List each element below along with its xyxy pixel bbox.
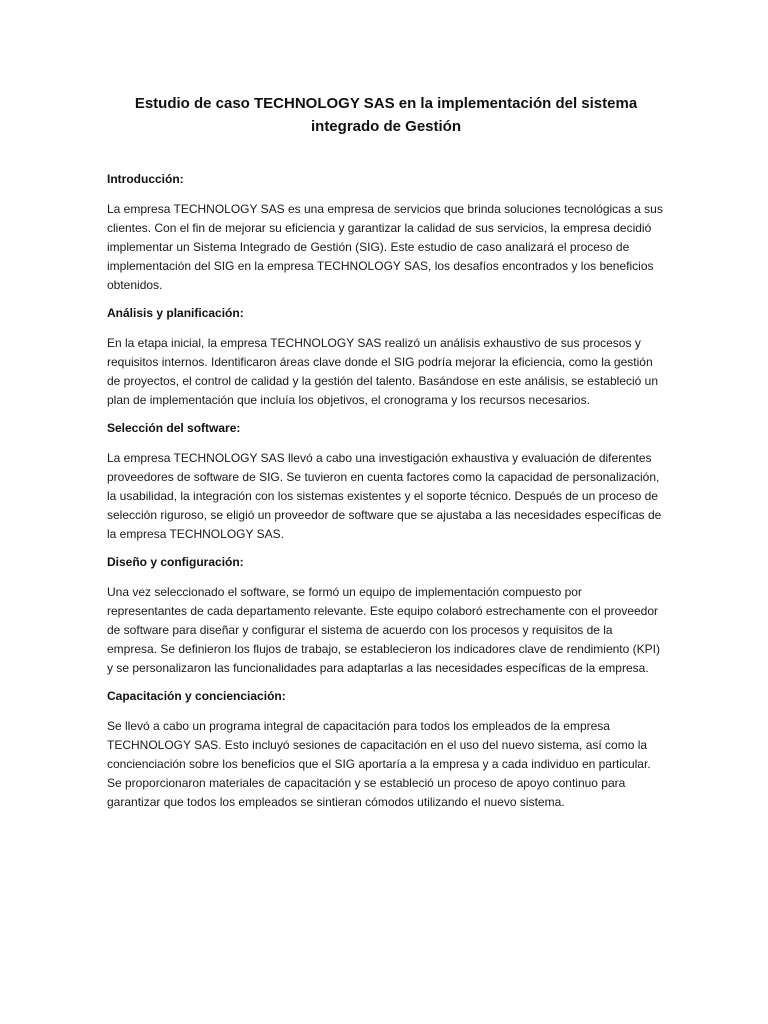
section-diseno-configuracion xyxy=(107,553,665,678)
section-seleccion-software xyxy=(107,419,665,544)
section-heading: Análisis y planificación: xyxy=(107,306,244,320)
section-introduccion xyxy=(107,170,665,295)
section-heading: Introducción: xyxy=(107,172,184,186)
section-analisis xyxy=(107,304,665,410)
section-heading: Capacitación y concienciación: xyxy=(107,689,286,703)
document-title: Estudio de caso TECHNOLOGY SAS en la implementación del sistema integrado de Gestión xyxy=(134,95,638,135)
section-paragraph: Se llevó a cabo un programa integral de capacitación para todos los empleados de la empresa TECHNOLOGY SAS. Esto incluyó sesiones de capacitación en el uso del nuevo sistema, así como la concienciación sobre los beneficios que el SIG aportaría a la empresa y a cada individuo en particular. Se proporcionaron materiales de capacitación y se estableció un proceso de apoyo continuo para garantizar que todos los empleados se sintieran cómodos utilizando el nuevo sistema. xyxy=(107,719,651,809)
section-paragraph: La empresa TECHNOLOGY SAS llevó a cabo una investigación exhaustiva y evaluación de diferentes proveedores de software de SIG. Se tuvieron en cuenta factores como la capacidad de personalización, la usabilidad, la integración con los sistemas existentes y el soporte técnico. Después de un proceso de selección riguroso, se eligió un proveedor de software que se ajustaba a las necesidades específicas de la empresa TECHNOLOGY SAS. xyxy=(107,451,662,541)
section-heading: Selección del software: xyxy=(107,421,241,435)
section-paragraph: La empresa TECHNOLOGY SAS es una empresa de servicios que brinda soluciones tecnológicas a sus clientes. Con el fin de mejorar su eficiencia y garantizar la calidad de sus servicios, la empresa decidió implementar un Sistema Integrado de Gestión (SIG). Este estudio de caso analizará el proceso de implementación del SIG en la empresa TECHNOLOGY SAS, los desafíos encontrados y los beneficios obtenidos. xyxy=(107,202,663,292)
document-page xyxy=(107,92,665,812)
section-heading: Diseño y configuración: xyxy=(107,555,244,569)
section-capacitacion xyxy=(107,687,665,812)
section-paragraph: Una vez seleccionado el software, se formó un equipo de implementación compuesto por representantes de cada departamento relevante. Este equipo colaboró estrechamente con el proveedor de software para diseñar y configurar el sistema de acuerdo con los procesos y requisitos de la empresa. Se definieron los flujos de trabajo, se establecieron los indicadores clave de rendimiento (KPI) y se personalizaron las funcionalidades para adaptarlas a las necesidades específicas de la empresa. xyxy=(107,585,660,675)
section-paragraph: En la etapa inicial, la empresa TECHNOLOGY SAS realizó un análisis exhaustivo de sus procesos y requisitos internos. Identificaron áreas clave donde el SIG podría mejorar la eficiencia, como la gestión de proyectos, el control de calidad y la gestión del talento. Basándose en este análisis, se estableció un plan de implementación que incluía los objetivos, el cronograma y los recursos necesarios. xyxy=(107,336,659,407)
